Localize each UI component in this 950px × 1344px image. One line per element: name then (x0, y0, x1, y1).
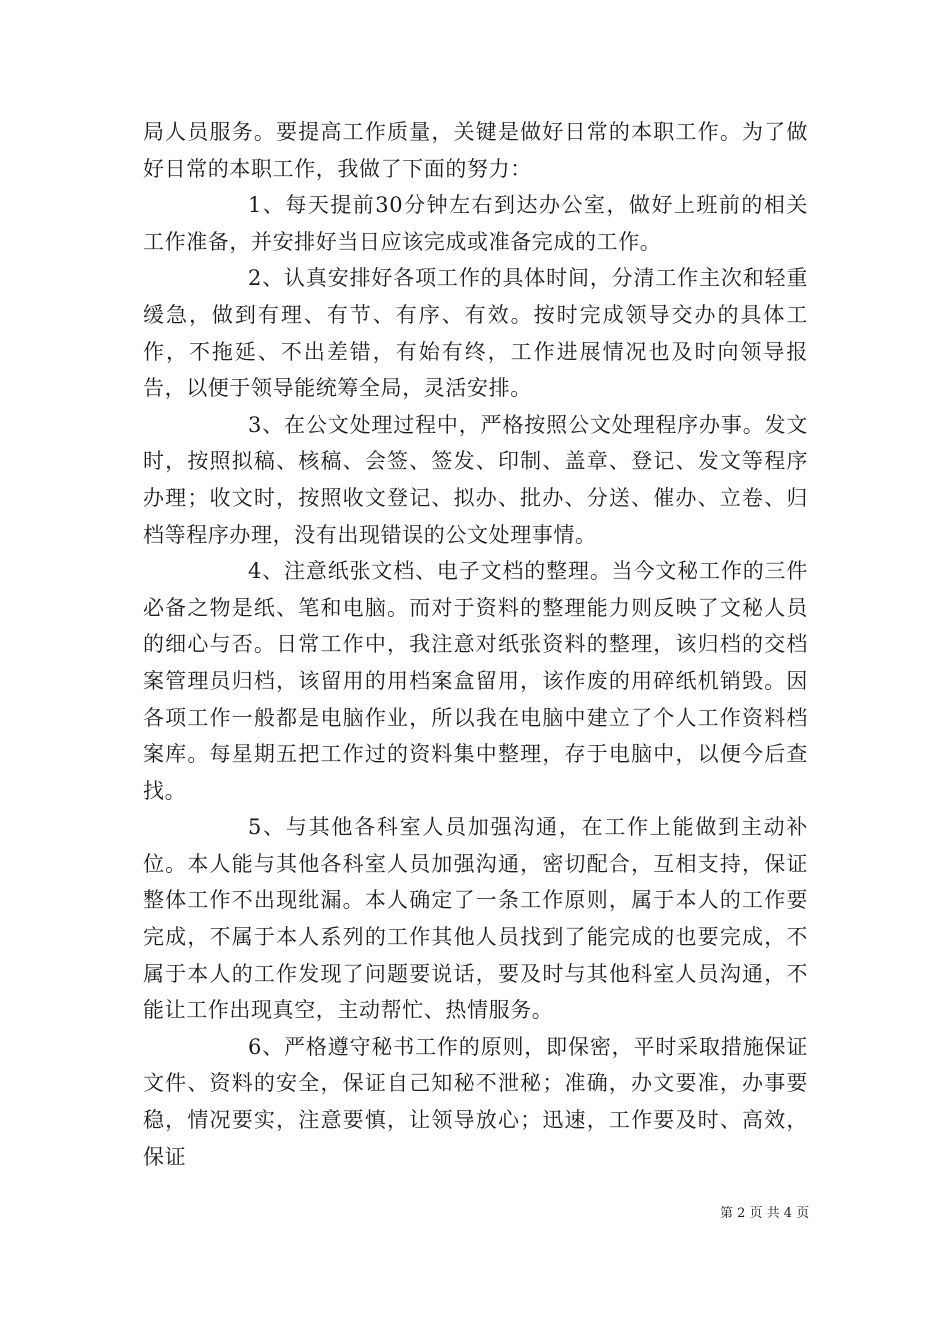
paragraph-item-4: 4、注意纸张文档、电子文档的整理。当今文秘工作的三件必备之物是纸、笔和电脑。而对于资料的整理能力则反映了文秘人员的细心与否。日常工作中，我注意对纸张资料的整理，该归档的交档案管理员归档，该留用的用档案盒留用，该作废的用碎纸机销毁。因各项工作一般都是电脑作业，所以我在电脑中建立了个人工作资料档案库。每星期五把工作过的资料集中整理，存于电脑中，以便今后查找。 (143, 559, 808, 803)
paragraph-item-6: 6、严格遵守秘书工作的原则，即保密，平时采取措施保证文件、资料的安全，保证自己知秘不泄秘；准确，办文要准，办事要稳，情况要实，注意要慎，让领导放心；迅速，工作要及时、高效，保证 (143, 1034, 808, 1169)
paragraph-intro: 局人员服务。要提高工作质量，关键是做好日常的本职工作。为了做好日常的本职工作，我做了下面的努力： (143, 120, 808, 181)
document-body (143, 114, 808, 1175)
paragraph-item-1: 1、每天提前30分钟左右到达办公室，做好上班前的相关工作准备，并安排好当日应该完成或准备完成的工作。 (143, 193, 808, 254)
page-number-footer: 第 2 页 共 4 页 (720, 1206, 810, 1221)
paragraph-item-2: 2、认真安排好各项工作的具体时间，分清工作主次和轻重缓急，做到有理、有节、有序、有效。按时完成领导交办的具体工作，不拖延、不出差错，有始有终，工作进展情况也及时向领导报告，以便于领导能统筹全局，灵活安排。 (143, 266, 808, 401)
paragraph-item-3: 3、在公文处理过程中，严格按照公文处理程序办事。发文时，按照拟稿、核稿、会签、签发、印制、盖章、登记、发文等程序办理；收文时，按照收文登记、拟办、批办、分送、催办、立卷、归档等程序办理，没有出现错误的公文处理事情。 (143, 412, 808, 547)
paragraph-item-5: 5、与其他各科室人员加强沟通，在工作上能做到主动补位。本人能与其他各科室人员加强沟通，密切配合，互相支持，保证整体工作不出现纰漏。本人确定了一条工作原则，属于本人的工作要完成，不属于本人系列的工作其他人员找到了能完成的也要完成，不属于本人的工作发现了问题要说话，要及时与其他科室人员沟通，不能让工作出现真空，主动帮忙、热情服务。 (143, 815, 808, 1023)
